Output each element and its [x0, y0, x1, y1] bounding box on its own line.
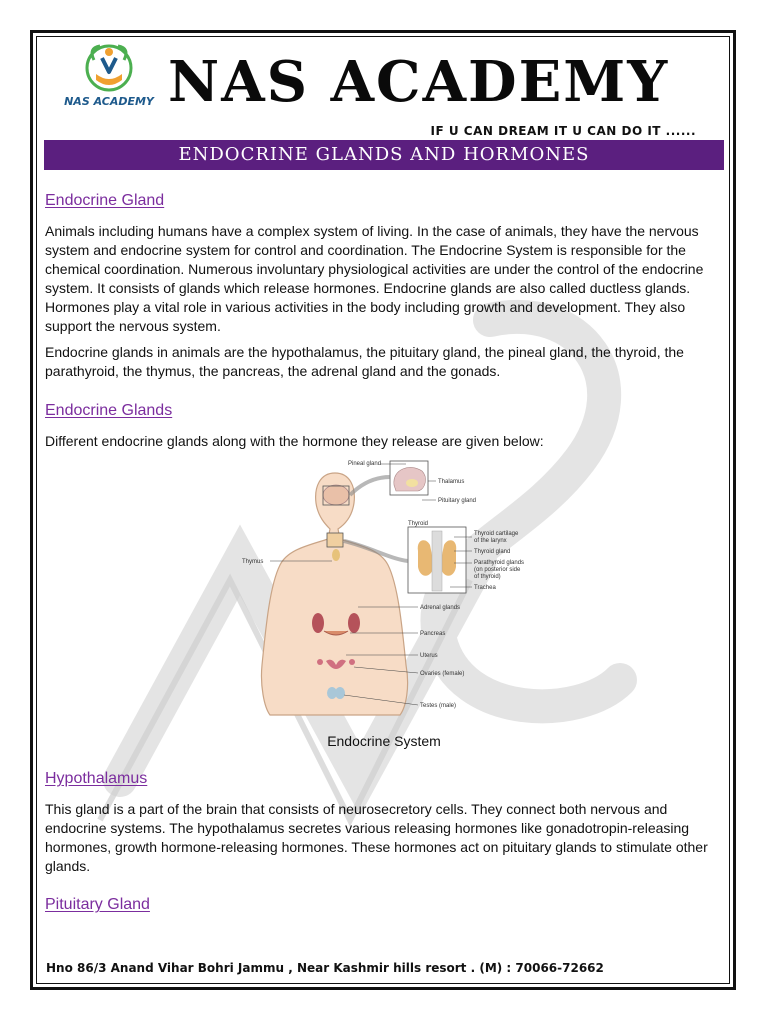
label-pineal-gland: Pineal gland	[348, 461, 382, 467]
label-parathyroid-1: Parathyroid glands	[474, 560, 525, 566]
section-heading-endocrine-gland: Endocrine Gland	[45, 192, 165, 209]
label-thyroid-inset: Thyroid	[408, 521, 429, 527]
logo-caption: NAS ACADEMY	[64, 95, 154, 108]
figure-caption: Endocrine System	[327, 733, 441, 749]
section-heading-pituitary-gland: Pituitary Gland	[45, 896, 150, 913]
footer-address: Hno 86/3 Anand Vihar Bohri Jammu , Near Kashmir hills resort . (M) : 70066-72662	[46, 961, 604, 975]
tagline: IF U CAN DREAM IT U CAN DO IT ......	[430, 124, 696, 138]
label-adrenal-glands: Adrenal glands	[420, 605, 461, 611]
brand-title: NAS ACADEMY	[168, 49, 670, 115]
label-thyroid-cartilage-1: Thyroid cartilage	[474, 531, 519, 537]
label-parathyroid-3: of thyroid)	[474, 574, 501, 580]
label-ovaries: Ovaries (female)	[420, 671, 465, 677]
paragraph-endocrine-intro: Animals including humans have a complex system of living. In the case of animals, they have the nervous system and endocrine system for control and coordination. The Endocrine System is responsible for the chemical coordination. Numerous involuntary physiological activities are under the control of the endocrine system. It consists of glands which release hormones. Endocrine glands are also called ductless glands. Hormones play a vital role in various activities in the body including growth and development. They also support the nervous system.	[45, 223, 704, 334]
section-heading-hypothalamus: Hypothalamus	[45, 770, 148, 787]
label-pancreas: Pancreas	[420, 631, 446, 637]
paragraph-glands-intro: Different endocrine glands along with the hormone they release are given below:	[45, 433, 544, 449]
section-heading-endocrine-glands: Endocrine Glands	[45, 402, 173, 419]
page-title-banner: ENDOCRINE GLANDS AND HORMONES	[44, 140, 724, 170]
label-thyroid-cartilage-2: of the larynx	[474, 538, 507, 544]
label-testes: Testes (male)	[420, 703, 457, 709]
paragraph-endocrine-glands-list: Endocrine glands in animals are the hypothalamus, the pituitary gland, the pineal gland, the thyroid, the parathyroid, the thymus, the pancreas, the adrenal gland and the gonads.	[45, 344, 684, 379]
label-uterus: Uterus	[420, 653, 438, 659]
label-thalamus: Thalamus	[438, 479, 465, 485]
label-trachea: Trachea	[474, 585, 496, 591]
endocrine-system-diagram	[240, 455, 530, 720]
paragraph-hypothalamus: This gland is a part of the brain that consists of neurosecretory cells. They connect both nervous and endocrine systems. The hypothalamus secretes various releasing hormones like gonadotropin-releasing hormones, growth hormone-releasing hormones. These hormones act on pituitary glands to stimulate other glands.	[45, 801, 708, 874]
label-thyroid-gland: Thyroid gland	[474, 549, 511, 555]
label-parathyroid-2: (on posterior side	[474, 567, 521, 573]
label-thymus: Thymus	[242, 559, 264, 565]
label-pituitary-gland: Pituitary gland	[438, 498, 477, 504]
